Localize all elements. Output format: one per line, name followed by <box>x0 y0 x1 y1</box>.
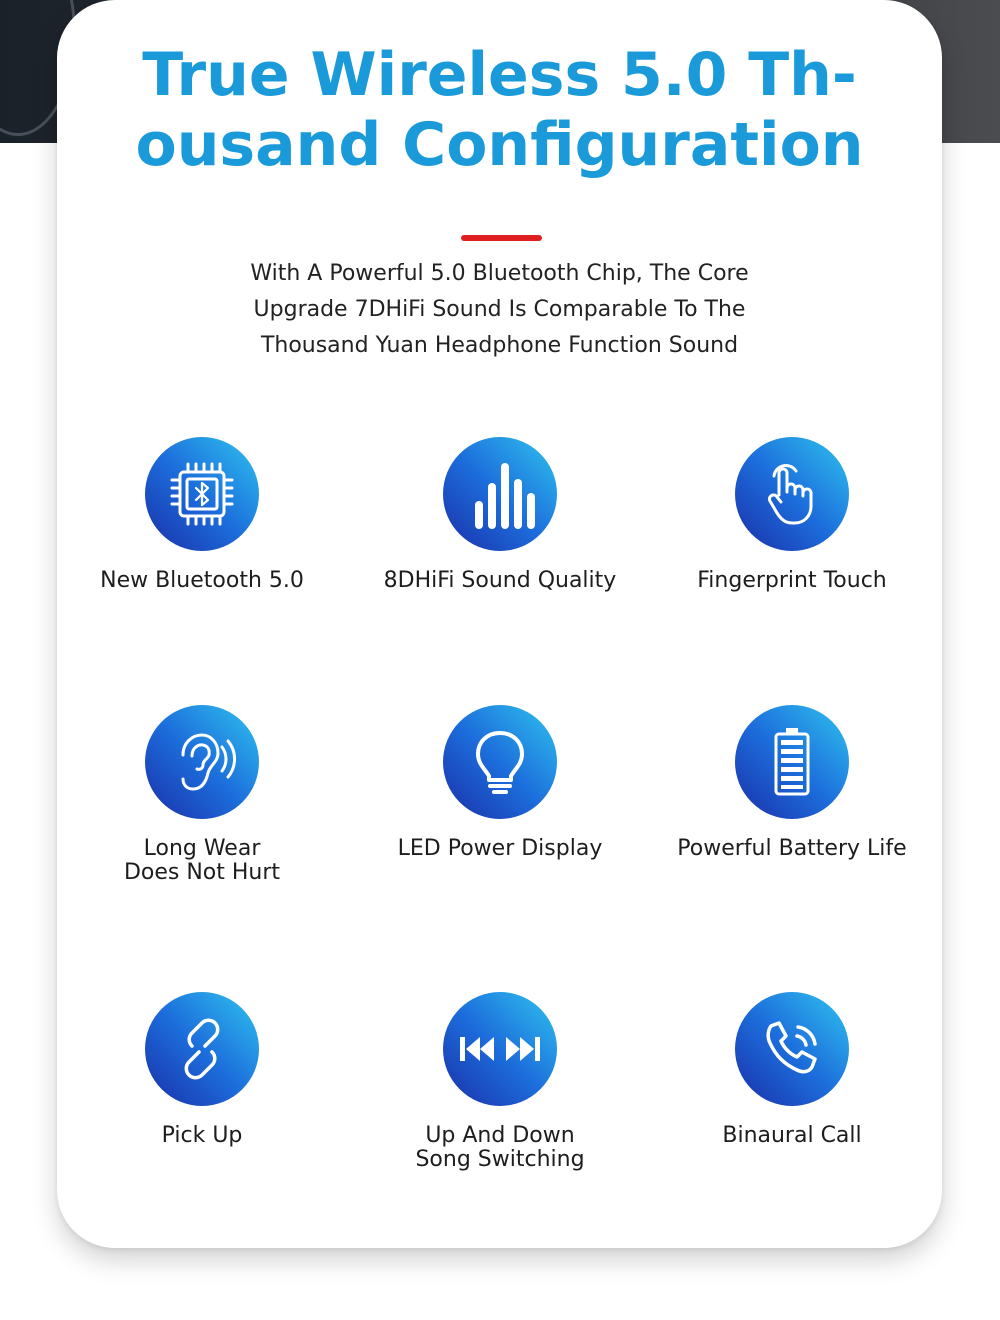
feature-label: LED Power Display <box>397 836 603 861</box>
feature-label: Fingerprint Touch <box>697 568 887 593</box>
feature-label: Binaural Call <box>722 1123 862 1148</box>
skip-track-icon <box>443 992 557 1106</box>
feature-label: 8DHiFi Sound Quality <box>383 568 617 593</box>
phone-call-icon <box>735 992 849 1106</box>
ear-icon <box>145 705 259 819</box>
feature-led-display <box>350 705 650 861</box>
subtitle <box>57 256 942 364</box>
title-divider <box>461 235 542 241</box>
subtitle-line-1: With A Powerful 5.0 Bluetooth Chip, The Core <box>250 261 749 286</box>
feature-pick-up <box>52 992 352 1148</box>
subtitle-line-2: Upgrade 7DHiFi Sound Is Comparable To The <box>253 297 746 322</box>
feature-bluetooth <box>52 437 352 593</box>
title-line-2: ousand Configuration <box>135 110 864 180</box>
feature-card <box>57 0 942 1248</box>
feature-label: New Bluetooth 5.0 <box>100 568 304 593</box>
subtitle-line-3: Thousand Yuan Headphone Function Sound <box>260 333 739 358</box>
feature-fingerprint-touch <box>642 437 942 593</box>
feature-label: Pick Up <box>161 1123 243 1148</box>
bluetooth-chip-icon <box>145 437 259 551</box>
feature-battery-life <box>642 705 942 861</box>
light-bulb-icon <box>443 705 557 819</box>
sound-bars-icon <box>443 437 557 551</box>
feature-label: Powerful Battery Life <box>677 836 907 861</box>
link-icon <box>145 992 259 1106</box>
feature-label: Long Wear Does Not Hurt <box>123 836 281 885</box>
feature-long-wear <box>52 705 352 885</box>
battery-icon <box>735 705 849 819</box>
feature-label: Up And Down Song Switching <box>415 1123 585 1172</box>
feature-binaural-call <box>642 992 942 1148</box>
title-line-1: True Wireless 5.0 Th- <box>142 40 857 110</box>
feature-hifi-sound <box>350 437 650 593</box>
page-title <box>57 40 942 180</box>
feature-song-switching <box>350 992 650 1172</box>
finger-touch-icon <box>735 437 849 551</box>
